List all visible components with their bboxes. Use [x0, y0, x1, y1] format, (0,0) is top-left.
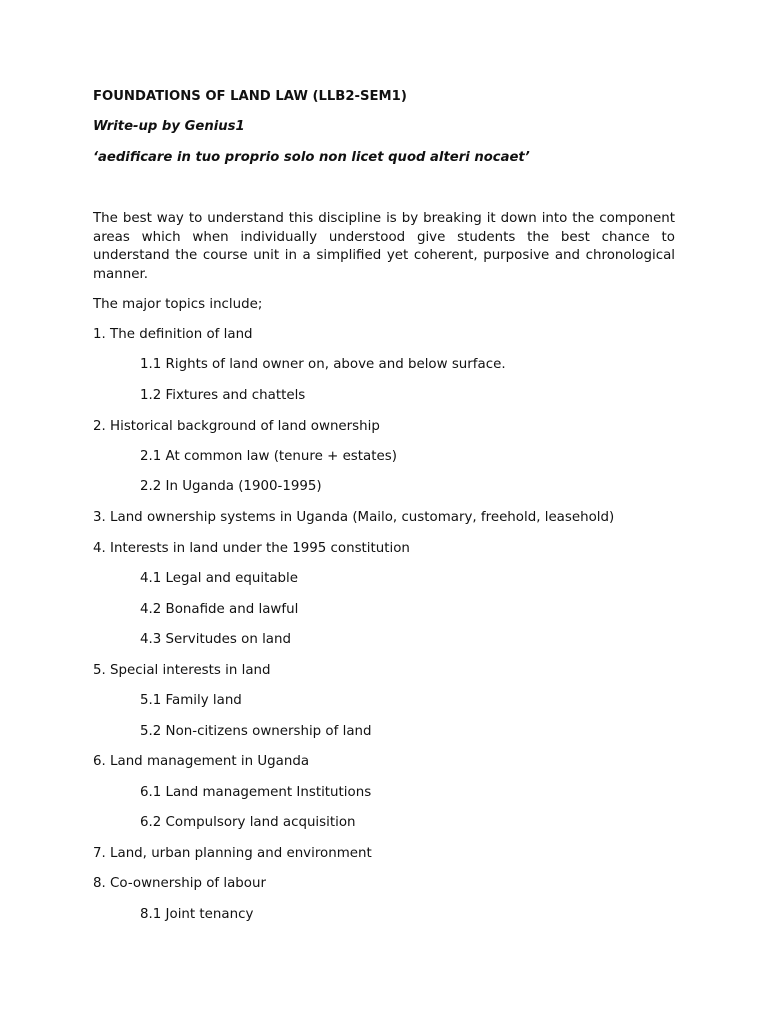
subtopic-6-1: 6.1 Land management Institutions — [140, 785, 372, 800]
subtopic-4-3: 4.3 Servitudes on land — [140, 632, 291, 647]
subtopic-4-1: 4.1 Legal and equitable — [140, 571, 299, 586]
topic-6: 6. Land management in Uganda — [93, 754, 310, 769]
document-byline: Write-up by Genius1 — [93, 119, 245, 134]
subtopic-2-1: 2.1 At common law (tenure + estates) — [140, 449, 397, 464]
subtopic-1-1: 1.1 Rights of land owner on, above and below surface. — [140, 357, 506, 372]
subtopic-6-2: 6.2 Compulsory land acquisition — [140, 815, 356, 830]
topic-3: 3. Land ownership systems in Uganda (Mailo, customary, freehold, leasehold) — [93, 510, 615, 525]
latin-maxim: ‘aedificare in tuo proprio solo non licet quod alteri nocaet’ — [93, 150, 530, 165]
document-title: FOUNDATIONS OF LAND LAW (LLB2-SEM1) — [93, 89, 407, 104]
subtopic-4-2: 4.2 Bonafide and lawful — [140, 602, 299, 617]
topic-7: 7. Land, urban planning and environment — [93, 846, 372, 861]
subtopic-1-2: 1.2 Fixtures and chattels — [140, 388, 306, 403]
subtopic-2-2: 2.2 In Uganda (1900-1995) — [140, 479, 322, 494]
topic-4: 4. Interests in land under the 1995 constitution — [93, 541, 410, 556]
subtopic-5-2: 5.2 Non-citizens ownership of land — [140, 724, 372, 739]
topic-2: 2. Historical background of land ownership — [93, 419, 380, 434]
topic-1: 1. The definition of land — [93, 327, 253, 342]
topic-5: 5. Special interests in land — [93, 663, 271, 678]
topics-heading: The major topics include; — [93, 297, 263, 312]
subtopic-8-1: 8.1 Joint tenancy — [140, 907, 254, 922]
subtopic-5-1: 5.1 Family land — [140, 693, 242, 708]
topic-8: 8. Co-ownership of labour — [93, 876, 266, 891]
intro-paragraph: The best way to understand this discipline is by breaking it down into the component areas which when individually understood give students the best chance to understand the course unit in a simplified yet coherent, purposive and chronological manner. — [93, 211, 675, 282]
